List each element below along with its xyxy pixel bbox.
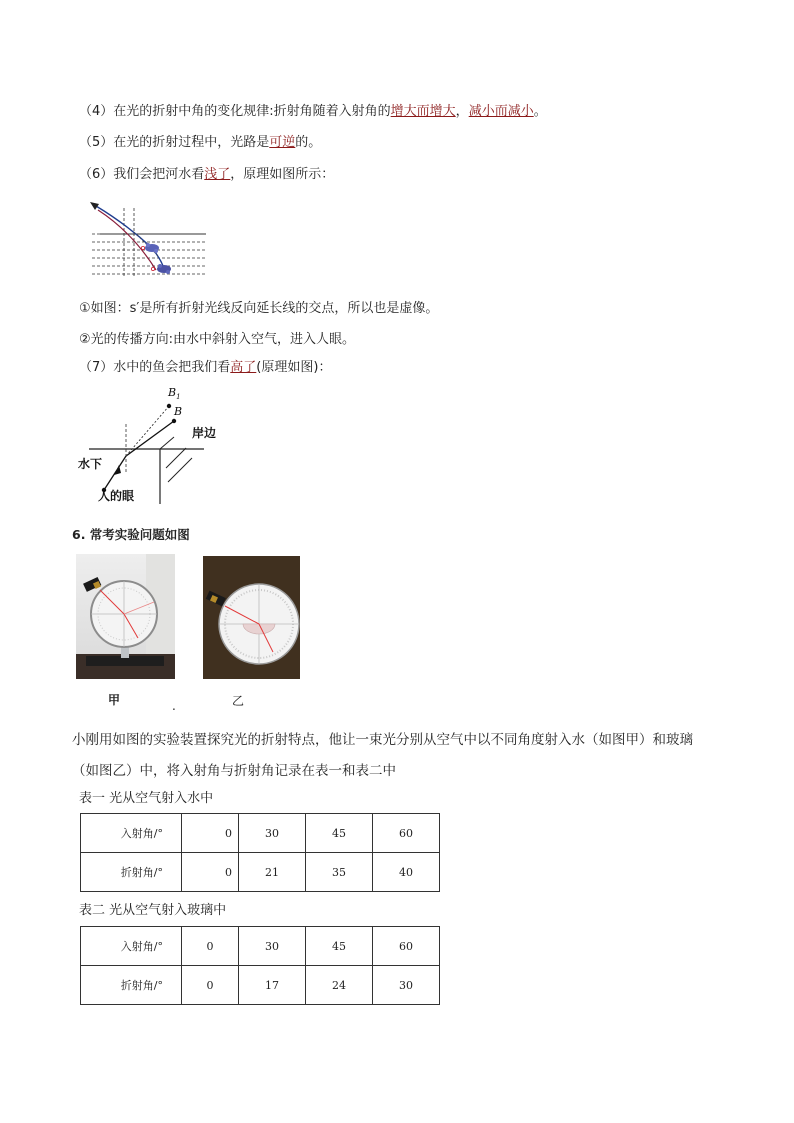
note-2: ②光的传播方向:由水中斜射入空气，进入人眼。 (79, 332, 356, 347)
table-cell: 0 (182, 853, 239, 892)
table-cell: 45 (306, 814, 373, 853)
table-cell: 21 (239, 853, 306, 892)
shore-refraction-diagram (74, 384, 224, 506)
fish-image-icon (141, 243, 159, 253)
line-4-text: （4）在光的折射中角的变化规律:折射角随着入射角的 (79, 104, 391, 119)
label-underwater: 水下 (78, 457, 103, 471)
photo-a (76, 554, 175, 679)
line-4 (79, 103, 547, 121)
line-5 (79, 134, 321, 152)
line-4-highlight-2: 减小而减小 (468, 104, 534, 119)
table-row (81, 814, 440, 853)
line-6-highlight: 浅了 (204, 167, 231, 182)
line-7 (79, 359, 331, 377)
line-7-end: (原理如图)： (256, 360, 332, 375)
table-row (81, 966, 440, 1005)
line-4-highlight-1: 增大而增大 (390, 104, 456, 119)
table-cell: 0 (182, 814, 239, 853)
table-cell: 60 (373, 814, 440, 853)
table-2 (80, 926, 440, 1005)
note-1: ①如图：s′是所有折射光线反向延长线的交点，所以也是虚像。 (79, 301, 439, 316)
table-cell: 24 (306, 966, 373, 1005)
line-5-highlight: 可逆 (269, 135, 296, 150)
label-b: B (174, 405, 183, 418)
table-cell: 0 (182, 966, 239, 1005)
line-5-end: 的。 (295, 135, 322, 150)
line-6-end: ，原理如图所示： (230, 167, 335, 182)
label-eye: 人的眼 (98, 489, 135, 503)
table-1 (80, 813, 440, 892)
line-6-text: （6）我们会把河水看 (79, 167, 205, 182)
line-7-text: （7）水中的鱼会把我们看 (79, 360, 231, 375)
paragraph-line-2: （如图乙）中，将入射角与折射角记录在表一和表二中 (72, 763, 396, 779)
line-6 (79, 166, 334, 184)
label-b1: $B_1$ (168, 386, 181, 401)
paragraph-line-1: 小刚用如图的实验装置探究光的折射特点，他让一束光分别从空气中以不同角度射入水（如图甲）和玻璃 (72, 732, 693, 748)
table-cell: 35 (306, 853, 373, 892)
table-cell: 17 (239, 966, 306, 1005)
line-7-highlight: 高了 (230, 360, 257, 375)
table-cell: 30 (239, 814, 306, 853)
table-cell: 40 (373, 853, 440, 892)
label-shore: 岸边 (192, 426, 217, 440)
table-2-title: 表二 光从空气射入玻璃中 (79, 903, 227, 918)
table-cell: 30 (373, 966, 440, 1005)
caption-dot: . (172, 699, 176, 713)
table-cell: 折射角/° (81, 853, 182, 892)
eye-icon (90, 202, 99, 210)
fish-real-icon (151, 264, 171, 274)
table-cell: 0 (182, 927, 239, 966)
section-6-heading: 6. 常考实验问题如图 (72, 527, 190, 542)
table-cell: 入射角/° (81, 927, 182, 966)
line-5-text: （5）在光的折射过程中，光路是 (79, 135, 270, 150)
table-row (81, 853, 440, 892)
photo-b (203, 556, 300, 679)
table-cell: 60 (373, 927, 440, 966)
table-1-title: 表一 光从空气射入水中 (79, 791, 214, 806)
line-4-comma: ， (455, 104, 469, 119)
table-cell: 入射角/° (81, 814, 182, 853)
point-b1 (167, 404, 171, 408)
table-cell: 折射角/° (81, 966, 182, 1005)
line-4-end: 。 (533, 104, 547, 119)
caption-a: 甲 (108, 693, 121, 707)
caption-b: 乙 (232, 694, 245, 708)
table-cell: 45 (306, 927, 373, 966)
shallow-river-diagram (86, 198, 208, 280)
table-cell: 30 (239, 927, 306, 966)
table-row (81, 927, 440, 966)
point-b (172, 419, 176, 423)
